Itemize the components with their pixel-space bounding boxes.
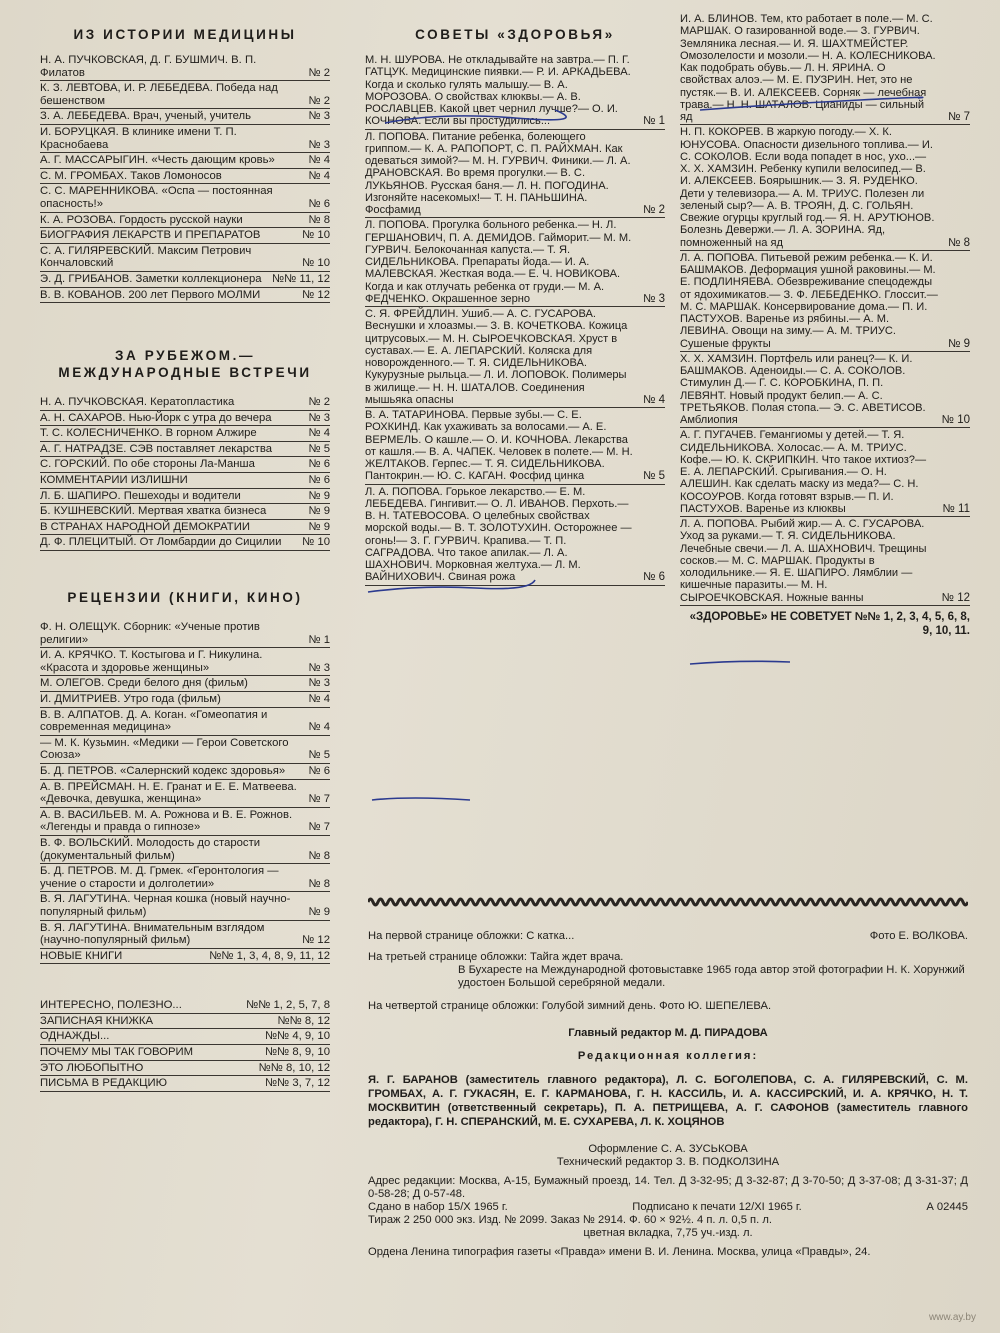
advice-entry-issue: № 8 (948, 236, 970, 249)
advice-entry-issue: № 9 (948, 337, 970, 350)
advice-entry-text: Л. А. ПОПОВА. Рыбий жир.— А. С. ГУСАРОВА. Уход за руками.— Т. Я. СИДЕЛЬНИКОВА. Лечебные свечи.— Л. А. ШАХНОВИЧ. Трещины сосков.— М. С. МАРШАК. Продукты в холодильнике.— Я. Е. ШАПИРО. Лямблии — кишечные паразиты.— М. Н. СЫРОЕЧКОВСКАЯ. Ножные ванны (680, 518, 927, 604)
advice-entry (365, 408, 665, 485)
misc-entry (40, 1029, 330, 1045)
abroad-entry (40, 473, 330, 489)
review-entry-text: В. Я. ЛАГУТИНА. Внимательным взглядом (научно-популярный фильм) (40, 921, 265, 947)
review-entry (40, 892, 330, 920)
history-entry-text: К. А. РОЗОВА. Гордость русской науки (40, 213, 243, 226)
review-entry-text: И. ДМИТРИЕВ. Утро года (фильм) (40, 693, 221, 705)
cover1-line (368, 930, 968, 943)
review-entry (40, 620, 330, 648)
review-entry (40, 764, 330, 780)
review-entry (40, 648, 330, 676)
board-title: Редакционная коллегия: (577, 1050, 759, 1062)
abroad-entry (40, 489, 330, 505)
advice-entry-issue: № 11 (942, 502, 970, 515)
misc-entry-text: ЗАПИСНАЯ КНИЖКА (40, 1014, 154, 1027)
history-entry-issue: № 10 (302, 229, 330, 242)
history-entry (40, 244, 330, 272)
abroad-entry (40, 411, 330, 427)
abroad-entry (40, 520, 330, 536)
history-entry (40, 169, 330, 185)
advice-entry-issue: № 6 (643, 571, 665, 584)
review-entry-issue: № 6 (308, 764, 330, 777)
abroad-entry-text: С. ГОРСКИЙ. По обе стороны Ла-Манша (40, 458, 255, 471)
review-entry (40, 836, 330, 864)
review-entry-issue: № 7 (308, 821, 330, 834)
misc-entry-issue: №№ 8, 10, 12 (258, 1061, 330, 1074)
review-entry-text: В. В. АЛПАТОВ. Д. А. Коган. «Гомеопатия и современная медицина» (40, 708, 268, 734)
advice-entry (365, 218, 665, 307)
advice-entry (680, 352, 970, 429)
design-credit: Оформление С. А. ЗУСЬКОВА (588, 1143, 748, 1155)
abroad-entry (40, 395, 330, 411)
editorial-address: Адрес редакции: Москва, А-15, Бумажный проезд, 14. Тел. Д 3-32-95; Д 3-32-87; Д 3-70-50; Д 3-37-08; Д 3-31-37; Д 0-58-28; Д 0-57-48. (368, 1175, 968, 1200)
review-entry-issue: № 9 (308, 905, 330, 918)
advice-entry-text: Л. ПОПОВА. Прогулка больного ребенка.— Н. Л. ГЕРШАНОВИЧ, П. А. ДЕМИДОВ. Гайморит.— М. М. ГУРВИЧ. Белокочанная капуста.— Т. Я. СИДЕЛЬНИКОВА. Препараты йода.— И. А. МАЛЕВСКАЯ. Жесткая вода.— Е. Ч. НОВИКОВА. Когда и как отлучать ребенка от груди.— М. А. ФЕДЧЕНКО. Окрашенное зерно (365, 219, 632, 305)
advice-entry-issue: № 10 (941, 414, 970, 426)
sent-to-typeset: Сдано в набор 15/Х 1965 г. (368, 1201, 508, 1213)
review-entry (40, 949, 330, 965)
misc-entry-issue: №№ 8, 12 (277, 1014, 330, 1027)
signed-to-print: Подписано к печати 12/XI 1965 г. (632, 1201, 802, 1213)
abroad-entry-text: Л. Б. ШАПИРО. Пешеходы и водители (40, 489, 241, 502)
history-entry-text: И. БОРУЦКАЯ. В клинике имени Т. П. Краснобаева (40, 125, 237, 151)
section-title-history: ИЗ ИСТОРИИ МЕДИЦИНЫ (73, 27, 297, 42)
advice-entry (365, 307, 665, 408)
review-entry (40, 692, 330, 708)
section-title-abroad-line2: МЕЖДУНАРОДНЫЕ ВСТРЕЧИ (58, 365, 312, 381)
misc-entry-issue: №№ 4, 9, 10 (264, 1030, 330, 1043)
abroad-entry-issue: № 2 (308, 396, 330, 409)
history-entry-issue: №№ 11, 12 (272, 272, 330, 285)
misc-entry-issue: №№ 8, 9, 10 (264, 1046, 330, 1059)
history-entry-issue: № 2 (308, 94, 330, 107)
misc-entry-text: ПОЧЕМУ МЫ ТАК ГОВОРИМ (40, 1046, 194, 1059)
advice-entry (680, 428, 970, 517)
section-title-reviews: РЕЦЕНЗИИ (КНИГИ, КИНО) (67, 590, 303, 606)
section-title-advice: СОВЕТЫ «ЗДОРОВЬЯ» (415, 27, 615, 42)
history-entry-issue: № 2 (308, 66, 330, 79)
advice-entry-text: Х. Х. ХАМЗИН. Портфель или ранец?— К. И. БАШМАКОВ. Аденоиды.— С. А. СОКОЛОВ. Стимулин Д.— Г. С. КОРОБКИНА, П. П. ЛЕВЯНТ. Новый продукт белип.— А. С. ТРЕТЬЯКОВ. Полая стопа.— Э. С. АВЕТИСОВ. Амблиопия (680, 352, 926, 426)
review-entry (40, 808, 330, 836)
history-entry (40, 272, 330, 288)
advice-entry (680, 251, 970, 352)
history-entry (40, 213, 330, 229)
history-entry (40, 184, 330, 212)
pen-mark-4 (690, 661, 790, 664)
history-entry-issue: № 4 (308, 154, 330, 167)
misc-entry-text: ПИСЬМА В РЕДАКЦИЮ (40, 1077, 168, 1090)
abroad-entry-issue: № 6 (308, 458, 330, 471)
history-list (40, 53, 330, 303)
history-entry-text: С. А. ГИЛЯРЕВСКИЙ. Максим Петрович Кончаловский (40, 244, 252, 270)
column-left (40, 22, 330, 1092)
misc-entry-text: ОДНАЖДЫ... (40, 1030, 110, 1043)
abroad-entry (40, 504, 330, 520)
advice-entry-text: А. Г. ПУГАЧЕВ. Гемангиомы у детей.— Т. Я. СИДЕЛЬНИКОВА. Холосас.— А. М. ТРИУС. Кофе.— Ю. К. СКРИПКИН. Что такое ихтиоз?— Е. А. ЛЕПАРСКИЙ. Срыгивания.— О. Н. АЛЕШИН. Как сделать маску из меда?— С. Н. КОСОУРОВ. Когда готовят взрыв.— П. И. ПАСТУХОВ. Варенье из клюквы (680, 429, 927, 515)
review-entry (40, 676, 330, 692)
chief-editor: Главный редактор М. Д. ПИРАДОВА (568, 1027, 768, 1039)
misc-entry-issue: №№ 3, 7, 12 (264, 1077, 330, 1090)
history-entry (40, 53, 330, 81)
advice-entry-text: Л. ПОПОВА. Питание ребенка, болеющего гриппом.— К. А. РАПОПОРТ, С. П. РАЙХМАН. Как одеваться зимой?— М. Н. ГУРВИЧ. Финики.— Л. А. ДРАНОВСКАЯ. Во время прогулки.— В. С. ЛУКЬЯНОВ. Русская баня.— Л. Н. ПОГОДИНА. Изгоняйте насекомых!— Т. Н. ПАНЬШИНА. Фосфамид (365, 130, 631, 216)
history-entry-text: Н. А. ПУЧКОВСКАЯ, Д. Г. БУШМИЧ. В. П. Филатов (40, 54, 257, 79)
review-entry-text: В. Ф. ВОЛЬСКИЙ. Молодость до старости (документальный фильм) (40, 836, 261, 862)
review-entry-issue: № 5 (308, 749, 330, 762)
advice-entry-issue: № 4 (643, 393, 665, 406)
review-entry-issue: № 12 (302, 934, 330, 947)
printer-info: Ордена Ленина типография газеты «Правда» имени В. И. Ленина. Москва, улица «Правды», 24. (368, 1246, 871, 1258)
advice-entry-issue: № 7 (948, 111, 970, 123)
history-entry-text: А. Г. МАССАРЫГИН. «Честь дающим кровь» (40, 154, 275, 167)
advice-entry-issue: № 12 (941, 591, 970, 604)
advice-entry (365, 53, 665, 130)
advice-entry (680, 517, 970, 606)
review-entry-issue: № 8 (308, 877, 330, 890)
abroad-entry-issue: № 9 (308, 489, 330, 502)
advice-entry-text: Л. А. ПОПОВА. Питьевой режим ребенка.— К. И. БАШМАКОВ. Деформация ушной раковины.— М. Е. ПОДЛИНЯЕВА. Обезвреживание спецодежды от ядохимикатов.— З. Ф. ЛЕБЕДЕНКО. Глоссит.— М. С. МАРШАК. Консервирование дома.— П. И. ПАСТУХОВ. Варенье из рябины.— А. М. ЛЕВИНА. Овощи на зиму.— А. М. ТРИУС. Сушеные фрукты (680, 251, 938, 350)
review-entry-text: Б. Д. ПЕТРОВ. М. Д. Грмек. «Геронтология — учение о старости и долголетии» (40, 865, 279, 890)
misc-entry-text: ИНТЕРЕСНО, ПОЛЕЗНО... (40, 999, 182, 1012)
history-entry-text: В. В. КОВАНОВ. 200 лет Первого МОЛМИ (40, 288, 261, 301)
history-entry-issue: № 3 (308, 110, 330, 123)
misc-entry (40, 998, 330, 1014)
advice-entry (365, 485, 665, 586)
abroad-entry-text: Б. КУШНЕВСКИЙ. Мертвая хватка бизнеса (40, 505, 267, 518)
tech-editor: Технический редактор З. В. ПОДКОЛЗИНА (556, 1156, 780, 1168)
history-entry-issue: № 3 (308, 138, 330, 151)
review-entry (40, 921, 330, 949)
history-entry (40, 81, 330, 109)
review-entry-issue: № 4 (308, 693, 330, 705)
history-entry-issue: № 8 (308, 213, 330, 226)
misc-entry (40, 1014, 330, 1030)
color-inset: цветная вкладка, 7,75 уч.-изд. л. (583, 1227, 753, 1239)
abroad-entry-issue: № 9 (308, 520, 330, 533)
advice-entry (680, 125, 970, 251)
review-entry-issue: № 4 (308, 721, 330, 734)
review-entry-issue: № 1 (308, 633, 330, 646)
review-entry-text: И. А. КРЯЧКО. Т. Костыгова и Г. Никулина. «Красота и здоровье женщины» (40, 649, 263, 674)
history-entry-issue: № 10 (302, 257, 330, 270)
abroad-entry-issue: № 3 (308, 411, 330, 424)
pen-mark-5 (372, 798, 470, 800)
review-entry-text: М. ОЛЕГОВ. Среди белого дня (фильм) (40, 677, 248, 690)
print-code: А 02445 (926, 1201, 968, 1213)
history-entry-text: З. А. ЛЕБЕДЕВА. Врач, ученый, учитель (40, 110, 252, 123)
review-entry-text: Б. Д. ПЕТРОВ. «Салернский кодекс здоровья» (40, 764, 286, 777)
advice-entry-issue: № 2 (643, 204, 665, 216)
advice-entry-text: В. А. ТАТАРИНОВА. Первые зубы.— С. Е. РОХКИНД. Как ухаживать за волосами.— А. Е. ВЕРМЕЛЬ. О кашле.— О. И. КОЧНОВА. Лекарства от кашля.— В. А. ЧАПЕК. Человек в полете.— М. Н. ЖЕЛТАКОВ. Герпес.— Т. Я. СИДЕЛЬНИКОВА. Пантокрин.— Ю. С. КАГАН. Фосфид цинка (365, 409, 633, 483)
abroad-entry-text: КОММЕНТАРИИ ИЗЛИШНИ (40, 474, 188, 487)
history-entry-text: К. З. ЛЕВТОВА, И. Р. ЛЕБЕДЕВА. Победа над бешенством (40, 82, 278, 107)
advice-entry-text: Л. А. ПОПОВА. Горькое лекарство.— Е. М. ЛЕБЕДЕВА. Гингивит.— О. Л. ИВАНОВ. Перхоть.— В. Н. ТАТЕВОСОВА. О целебных свойствах морской воды.— В. Т. ЗОЛОТУХИН. Осторожнее — огонь!— З. Г. ГУРВИЧ. Крапива.— Т. П. САГРАДОВА. Что такое апилак.— Л. А. ШАХНОВИЧ. Морковная желтуха.— Л. М. ВАЙНИХОВИЧ. Свиная рожа (365, 485, 632, 584)
abroad-entry-issue: № 4 (308, 427, 330, 440)
review-entry (40, 780, 330, 808)
history-entry-text: Э. Д. ГРИБАНОВ. Заметки коллекционера (40, 272, 262, 285)
print-dates (368, 1201, 968, 1214)
watermark: www.ay.by (928, 1312, 976, 1323)
abroad-entry-issue: № 9 (308, 505, 330, 518)
review-entry-text: А. В. ВАСИЛЬЕВ. М. А. Рожнова и В. Е. Рожнов. «Легенды и правда о гипнозе» (40, 808, 293, 834)
section-title-abroad-line1: ЗА РУБЕЖОМ.— (114, 348, 256, 364)
misc-entry-issue: №№ 1, 2, 5, 7, 8 (246, 999, 330, 1012)
history-entry (40, 228, 330, 244)
history-entry-text: С. С. МАРЕННИКОВА. «Оспа — постоянная опасность!» (40, 185, 273, 210)
review-entry-issue: №№ 1, 3, 4, 8, 9, 11, 12 (209, 949, 330, 962)
cover1-photo-credit: Фото Е. ВОЛКОВА. (869, 930, 968, 942)
abroad-entry-issue: № 5 (308, 442, 330, 455)
advice-entry-text: Н. П. КОКОРЕВ. В жаркую погоду.— Х. К. ЮНУСОВА. Опасности дизельного топлива.— И. С. СОКОЛОВ. Если вода попадет в нос, ухо...— Х. Х. ХАМЗИН. Ребенку купили велосипед.— В. И. АЛЕКСЕЕВ. Боярышник.— З. Я. РУДЕНКО. Дети у телевизора.— А. М. ТРИУС. Полезен ли зеленый сыр?— А. В. ТРОЯН, Д. С. ГОЛЬЯН. Свежие огурцы круглый год.— Я. Н. АРУТЮНОВ. Болезнь Девержи.— Л. А. ЗОРИНА. Яд, помноженный на яд (680, 126, 935, 249)
history-entry (40, 125, 330, 153)
advice-entry (680, 12, 970, 125)
section-title-abroad (40, 347, 330, 381)
review-entry-issue: № 3 (308, 677, 330, 690)
history-entry-text: БИОГРАФИЯ ЛЕКАРСТВ И ПРЕПАРАТОВ (40, 229, 261, 242)
review-entry-text: Ф. Н. ОЛЕЩУК. Сборник: «Ученые против религии» (40, 621, 260, 646)
column-right (680, 12, 970, 638)
misc-entry (40, 1045, 330, 1061)
reviews-list (40, 620, 330, 964)
misc-entry (40, 1061, 330, 1077)
print-run: Тираж 2 250 000 экз. Изд. № 2099. Заказ № 2914. Ф. 60 × 92½. 4 п. л. 0,5 п. л. (368, 1214, 772, 1226)
abroad-entry-text: А. Н. САХАРОВ. Нью-Йорк с утра до вечера (40, 411, 272, 424)
history-entry-text: С. М. ГРОМБАХ. Таков Ломоносов (40, 169, 222, 182)
review-entry-text: А. В. ПРЕЙСМАН. Н. Е. Гранат и Е. Е. Матвеева. «Девочка, девушка, женщина» (40, 780, 297, 806)
abroad-entry (40, 457, 330, 473)
review-entry (40, 708, 330, 736)
board-members: Я. Г. БАРАНОВ (заместитель главного редактора), Л. С. БОГОЛЕПОВА, С. А. ГИЛЯРЕВСКИЙ, С. М. ГРОМБАХ, А. Г. ГУКАСЯН, Е. Г. КАРМАНОВА, Г. Н. КАССИЛЬ, И. А. КАССИРСКИЙ, И. А. КРЯЧКО, Н. Т. МОСКВИТИН (ответственный секретарь), П. А. ПЕТРИЩЕВА, А. Г. САФОНОВ (заместитель главного редактора), Г. Н. СПЕРАНСКИЙ, М. Е. СУХАРЕВА, Л. К. ХОЦЯНОВ (368, 1074, 968, 1128)
misc-entry-text: ЭТО ЛЮБОПЫТНО (40, 1061, 144, 1074)
cover1-caption: На первой странице обложки: С катка... (368, 930, 575, 942)
history-entry-issue: № 6 (308, 197, 330, 210)
wavy-divider (368, 894, 968, 910)
history-entry (40, 153, 330, 169)
cover3-note: В Бухаресте на Международной фотовыставке 1965 года автор этой фотографии Н. К. Хорунжий удостоен Большой серебряной медали. (458, 964, 965, 989)
advice-entry (365, 130, 665, 219)
abroad-entry-text: В СТРАНАХ НАРОДНОЙ ДЕМОКРАТИИ (40, 520, 250, 533)
history-entry (40, 109, 330, 125)
misc-list (40, 998, 330, 1092)
advice-list-b (680, 12, 970, 606)
abroad-entry (40, 535, 330, 551)
advice-entry-text: М. Н. ШУРОВА. Не откладывайте на завтра.— П. Г. ГАТЦУК. Медицинские пиявки.— Р. И. АРКАДЬЕВА. Когда и сколько гулять малышу.— В. А. МОРОЗОВА. О свойствах клюквы.— А. В. РОСЛАВЦЕВ. Какой цвет чернил лучше?— О. И. КОЧНОВА. Если вы простудились... (365, 54, 631, 128)
cover4-caption: На четвертой странице обложки: Голубой зимний день. Фото Ю. ШЕПЕЛЕВА. (368, 1000, 772, 1012)
review-entry (40, 864, 330, 892)
history-entry-issue: № 12 (302, 288, 330, 301)
review-entry (40, 736, 330, 764)
abroad-entry (40, 426, 330, 442)
abroad-entry-text: А. Г. НАТРАДЗЕ. СЭВ поставляет лекарства (40, 442, 272, 455)
cover3-caption: На третьей странице обложки: Тайга ждет врача. (368, 951, 624, 963)
review-entry-text: В. Я. ЛАГУТИНА. Черная кошка (новый научно-популярный фильм) (40, 893, 291, 918)
review-entry-issue: № 8 (308, 849, 330, 862)
credits-block (368, 930, 968, 1259)
review-entry-text: — М. К. Кузьмин. «Медики — Герои Советского Союза» (40, 736, 289, 762)
review-entry-text: НОВЫЕ КНИГИ (40, 949, 123, 962)
advice-entry-text: С. Я. ФРЕЙДЛИН. Ушиб.— А. С. ГУСАРОВА. Веснушки и хлоазмы.— З. В. КОЧЕТКОВА. Кожица цитрусовых.— М. Н. СЫРОЕЧКОВСКАЯ. Хруст в суставах.— Е. А. ЛЕПАРСКИЙ. Коляска для новорожденного.— Т. Я. СИДЕЛЬНИКОВА. Кукурузные рыльца.— Л. И. ЛОПОВОК. Полимеры в жилище.— Н. Н. ШАТАЛОВ. Соединения мышьяка опасны (365, 308, 628, 406)
abroad-entry-text: Т. С. КОЛЕСНИЧЕНКО. В горном Алжире (40, 427, 257, 440)
abroad-entry-text: Д. Ф. ПЛЕЦИТЫЙ. От Ломбардии до Сицилии (40, 536, 282, 549)
advice-entry-issue: № 1 (643, 115, 665, 128)
advice-entry-issue: № 5 (643, 470, 665, 483)
history-entry (40, 288, 330, 304)
advice-list-a (365, 53, 665, 586)
misc-entry (40, 1076, 330, 1092)
advice-entry-issue: № 3 (643, 292, 665, 305)
advice-notice: «ЗДОРОВЬЕ» НЕ СОВЕТУЕТ №№ 1, 2, 3, 4, 5, 6, 8, 9, 10, 11. (689, 610, 970, 637)
abroad-entry-issue: № 6 (308, 474, 330, 487)
abroad-entry-text: Н. А. ПУЧКОВСКАЯ. Кератопластика (40, 396, 235, 409)
review-entry-issue: № 3 (308, 661, 330, 674)
history-entry-issue: № 4 (308, 169, 330, 182)
advice-entry-text: И. А. БЛИНОВ. Тем, кто работает в поле.— М. С. МАРШАК. О газированной воде.— З. ГУРВИЧ. Земляника лесная.— И. Я. ШАХТМЕЙСТЕР. Омозолелости и мозоли.— Н. А. КОЛЕСНИКОВА. Как подобрать обувь.— Л. Н. ЯРИНА. О свойствах алоэ.— М. Е. ПУЗРИН. Нет, это не пустяк.— В. И. АЛЕКСЕЕВ. Сорняк — лечебная трава.— Н. Н. ШАТАЛОВ. Цианиды — сильный яд (680, 13, 936, 123)
abroad-entry (40, 442, 330, 458)
abroad-entry-issue: № 10 (302, 536, 330, 549)
column-middle (365, 22, 665, 586)
review-entry-issue: № 7 (308, 793, 330, 806)
abroad-list (40, 395, 330, 551)
